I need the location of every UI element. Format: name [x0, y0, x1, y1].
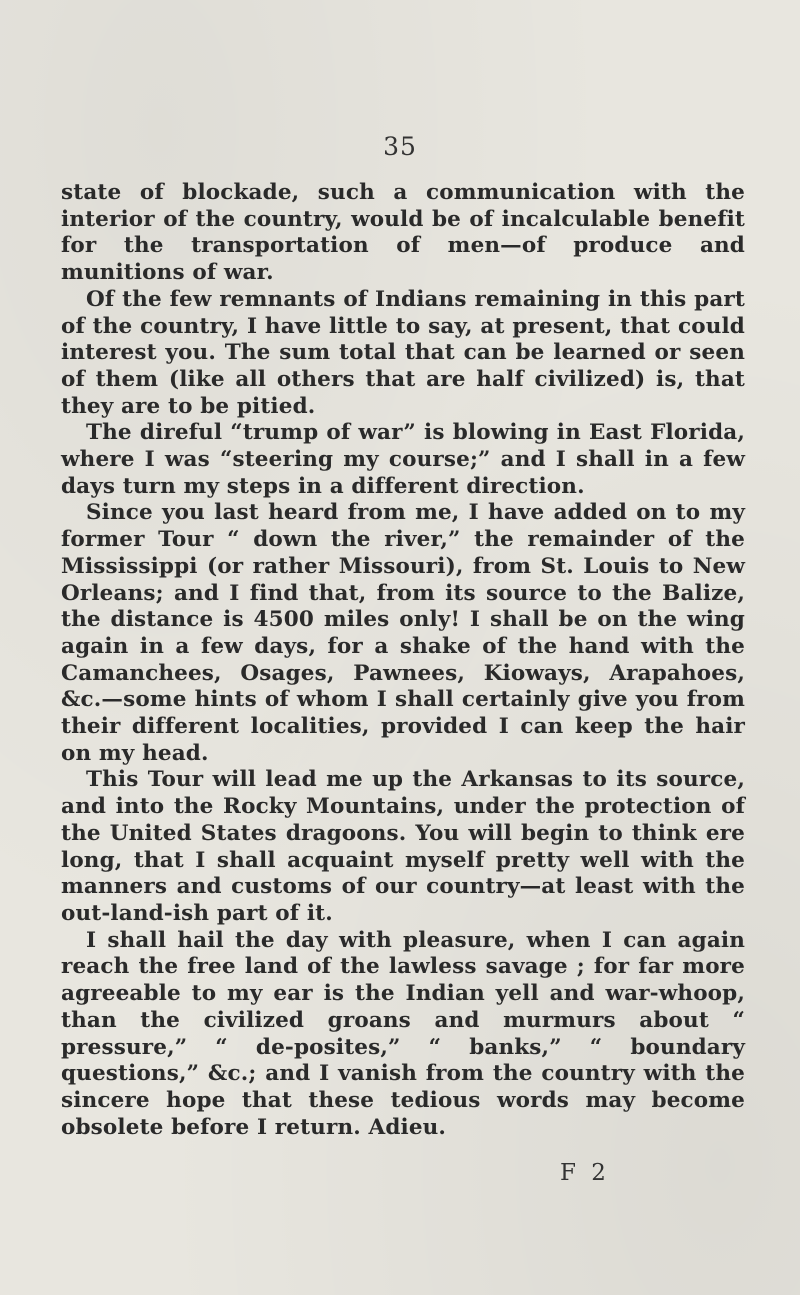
- paragraph-3: The direful “trump of war” is blowing in East Florida, where I was “steering my course;” and I shall in a few days turn my steps in a different direction.: [61, 420, 745, 499]
- paragraph-6: I shall hail the day with pleasure, when I can again reach the free land of the lawless savage ; for far more agreeable to my ear is the Indian yell and war-whoop, than the civilized groans and murmurs about “ pressure,” “ de-posites,” “ banks,” “ boundary questions,” &c.; and I vanish from the country with the sincere hope that these tedious words may become obsolete before I return. Adieu.: [61, 927, 745, 1140]
- signature-mark: F 2: [560, 1160, 610, 1186]
- paragraph-1: state of blockade, such a communication with the interior of the country, would be of incalculable benefit for the transportation of men—of produce and munitions of war.: [61, 180, 745, 286]
- paragraph-4: Since you last heard from me, I have added on to my former Tour “ down the river,” the remainder of the Mississippi (or rather Missouri), from St. Louis to New Orleans; and I find that, from its source to the Balize, the distance is 4500 miles only! I shall be on the wing again in a few days, for a shake of the hand with the Camanchees, Osages, Pawnees, Kioways, Arapahoes, &c.—some hints of whom I shall certainly give you from their different localities, provided I can keep the hair on my head.: [61, 500, 745, 766]
- paragraph-2: Of the few remnants of Indians remaining in this part of the country, I have little to say, at present, that could interest you. The sum total that can be learned or seen of them (like all others that are half civilized) is, that they are to be pitied.: [61, 286, 745, 419]
- page-number: 35: [383, 132, 417, 161]
- paragraph-5: This Tour will lead me up the Arkansas to its source, and into the Rocky Mountains, under the protection of the United States dragoons. You will begin to think ere long, that I shall acquaint myself pretty well with the manners and customs of our country—at least with the out-land-ish part of it.: [61, 767, 745, 926]
- body-text: [61, 180, 745, 1141]
